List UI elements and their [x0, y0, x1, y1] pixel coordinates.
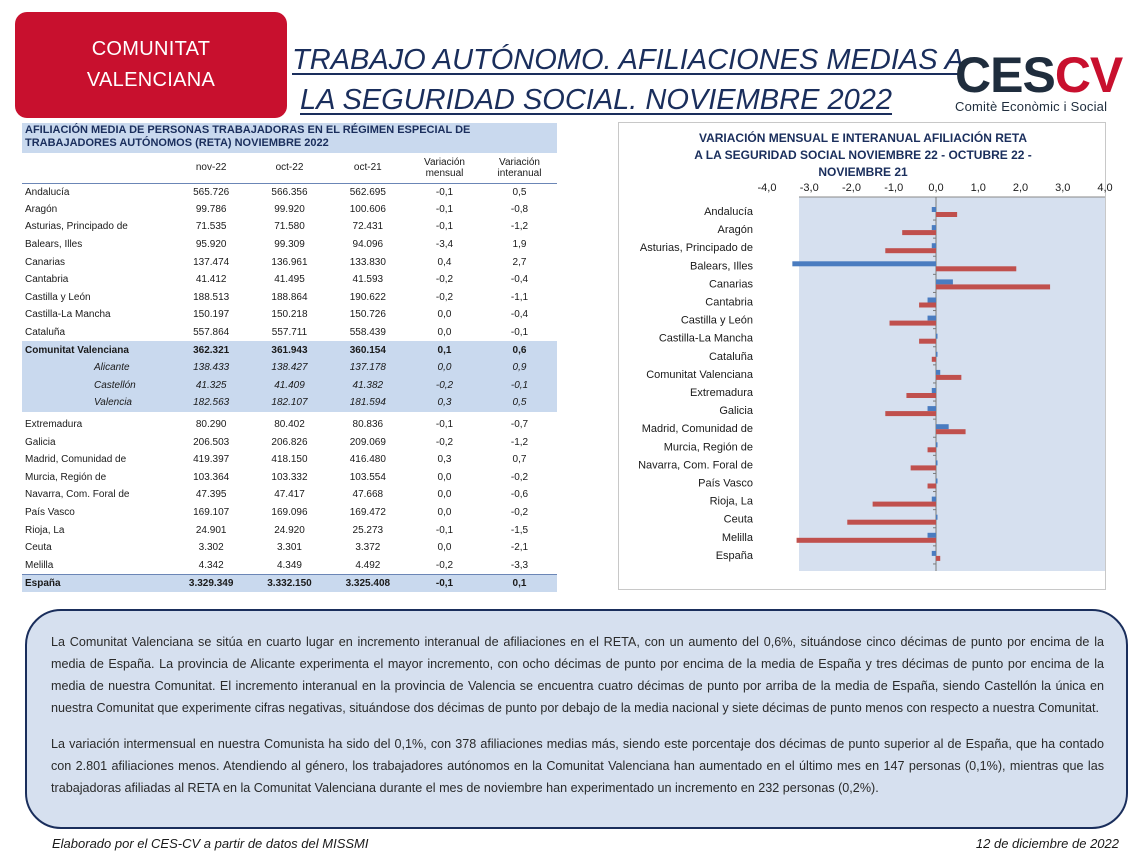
- cell-region-name: Navarra, Com. Foral de: [25, 489, 130, 501]
- chart-category-label: Extremadura: [690, 387, 753, 399]
- table-row-province: [22, 394, 557, 412]
- cell-value: -0,2: [435, 559, 454, 571]
- reta-table: [22, 153, 557, 592]
- cell-value: 41.593: [352, 274, 384, 286]
- logo-text-main: CES: [955, 47, 1055, 103]
- cell-value: 99.786: [195, 203, 227, 215]
- cell-value: 137.474: [193, 256, 230, 268]
- chart-category-label: Melilla: [721, 531, 753, 544]
- cell-value: 47.668: [352, 489, 384, 501]
- chart-bar-mensual: [936, 479, 938, 484]
- cell-region-name: Castilla y León: [25, 291, 91, 303]
- page-title-line-2: LA SEGURIDAD SOCIAL. NOVIEMBRE 2022: [300, 84, 893, 116]
- chart-title-line: VARIACIÓN MENSUAL E INTERANUAL AFILIACIÓN RETA: [698, 131, 1028, 145]
- cell-region-name: Castilla-La Mancha: [25, 309, 111, 321]
- cell-value: 136.961: [271, 256, 308, 268]
- cell-value: -0,2: [510, 506, 529, 518]
- header-cell-oct22: oct-22: [275, 162, 304, 174]
- cell-value: -0,6: [510, 489, 529, 501]
- cell-value: 0,3: [407, 394, 482, 412]
- header-cell-region: [22, 153, 172, 183]
- chart-title-line: A LA SEGURIDAD SOCIAL NOVIEMBRE 22 - OCTUBRE 22 -: [694, 148, 1032, 162]
- cell-value: 190.622: [349, 291, 386, 303]
- cell-value: 133.830: [349, 256, 386, 268]
- chart-category-label: Rioja, La: [709, 495, 753, 508]
- cell-region-name: Galicia: [25, 436, 56, 448]
- cell-value: 99.309: [274, 239, 305, 251]
- chart-category-label: Balears, Illes: [690, 260, 753, 273]
- cell-value: 181.594: [329, 394, 407, 412]
- chart-bar-interanual: [936, 266, 1016, 271]
- cell-value: 71.580: [274, 221, 305, 233]
- chart-bar-mensual: [936, 279, 953, 284]
- chart-bar-mensual: [936, 424, 949, 429]
- cell-value: -0,2: [407, 377, 482, 395]
- chart-bar-interanual: [932, 357, 936, 362]
- cell-value: 3.329.349: [172, 574, 250, 592]
- cell-value: -3,3: [510, 559, 529, 571]
- cell-value: -0,1: [435, 419, 454, 431]
- table-row-comunitat-valenciana: [22, 341, 557, 359]
- cell-value: 0,0: [437, 542, 452, 554]
- chart-bar-mensual: [932, 551, 936, 556]
- cell-value: -1,2: [510, 436, 529, 448]
- cell-region-name: País Vasco: [25, 506, 75, 518]
- cell-value: -0,1: [407, 574, 482, 592]
- logo-subtitle: Comitè Econòmic i Social: [955, 99, 1108, 114]
- cell-value: 71.535: [195, 221, 227, 233]
- cell-value: -0,1: [435, 221, 454, 233]
- cell-value: 150.726: [349, 309, 386, 321]
- table-row: [22, 253, 557, 271]
- chart-category-label: Navarra, Com. Foral de: [638, 459, 753, 472]
- cell-value: 169.096: [271, 506, 308, 518]
- cell-value: 0,5: [482, 394, 557, 412]
- chart-bar-interanual: [885, 411, 936, 416]
- chart-bar-mensual: [792, 261, 936, 266]
- cell-value: 416.480: [349, 454, 386, 466]
- chart-bar-mensual: [936, 370, 940, 375]
- chart-bar-interanual: [936, 284, 1050, 289]
- chart-category-label: Galicia: [719, 405, 753, 418]
- cell-value: 1,9: [512, 239, 527, 251]
- cell-value: -0,7: [510, 419, 529, 431]
- cell-value: 188.864: [271, 291, 308, 303]
- chart-bar-interanual: [936, 429, 966, 434]
- cell-value: 2,7: [512, 256, 527, 268]
- cell-value: -0,2: [435, 274, 454, 286]
- cell-value: 3.372: [355, 542, 381, 554]
- chart-category-label: Cantabria: [705, 296, 753, 309]
- chart-category-label: Aragón: [717, 224, 753, 237]
- chart-category-label: Ceuta: [723, 513, 753, 526]
- chart-bar-interanual: [919, 303, 936, 308]
- cell-value: 3.301: [276, 542, 302, 554]
- chart-bar-mensual: [932, 207, 936, 212]
- chart-x-tick-label: 4,0: [1097, 182, 1113, 194]
- cell-value: 182.563: [172, 394, 250, 412]
- footer-source: Elaborado por el CES-CV a partir de datos del MISSMI: [52, 836, 369, 851]
- cell-value: 418.150: [271, 454, 308, 466]
- chart-bar-mensual: [936, 352, 938, 357]
- chart-x-tick-label: -4,0: [757, 182, 777, 194]
- chart-bar-mensual: [936, 442, 938, 447]
- page-title: [292, 40, 964, 120]
- chart-bar-interanual: [928, 484, 936, 489]
- cell-value: 137.178: [329, 359, 407, 377]
- table-header-row: [22, 153, 557, 183]
- summary-paragraph-2: La variación intermensual en nuestra Comunista ha sido del 0,1%, con 378 afiliaciones medias más, siendo este porcentaje dos décimas de punto superior al de España, que ha contado con 2.801 afiliaciones menos. Atendiendo al género, los trabajadores autónomos en la Comunitat Valenciana han aumentado en el último mes en 147 personas (0,1%), mientras que las trabajadoras afiliadas al RETA en la Comunitat Valenciana durante el mes de noviembre han experimentado un incremento en 232 personas (0,2%).: [51, 737, 1104, 795]
- cell-value: 103.554: [349, 471, 386, 483]
- chart-bar-interanual: [797, 538, 936, 543]
- cell-value: 0,0: [407, 359, 482, 377]
- cell-value: 206.503: [193, 436, 230, 448]
- cell-value: 0,0: [437, 506, 452, 518]
- cell-region-name: Rioja, La: [25, 524, 65, 536]
- cell-value: -0,4: [510, 274, 529, 286]
- table-row: [22, 539, 557, 557]
- cell-value: 0,0: [437, 327, 452, 339]
- cell-value: 41.325: [172, 377, 250, 395]
- region-line-1: COMUNITAT: [91, 38, 211, 60]
- cell-value: 47.395: [195, 489, 227, 501]
- chart-bar-interanual: [906, 393, 936, 398]
- cell-value: -0,1: [435, 524, 454, 536]
- chart-x-tick-label: 3,0: [1055, 182, 1071, 194]
- cell-value: 138.427: [250, 359, 328, 377]
- chart-category-label: Canarias: [708, 278, 753, 291]
- cell-region-name: Murcia, Región de: [25, 471, 107, 483]
- cell-value: 557.711: [271, 327, 308, 339]
- chart-bar-interanual: [936, 375, 961, 380]
- chart-plot-area: [799, 197, 1105, 571]
- chart-bar-mensual: [928, 533, 936, 538]
- cell-region-name: Balears, Illes: [25, 239, 83, 251]
- footer-date: 12 de diciembre de 2022: [975, 836, 1119, 851]
- table-row: [22, 469, 557, 487]
- table-row: [22, 218, 557, 236]
- variation-chart-svg: [619, 123, 1113, 591]
- cell-value: 360.154: [329, 341, 407, 359]
- cell-region-name: España: [22, 574, 172, 592]
- cell-value: -0,8: [510, 203, 529, 215]
- page-title-line-1: TRABAJO AUTÓNOMO. AFILIACIONES MEDIAS A: [292, 44, 964, 76]
- cell-value: 558.439: [349, 327, 386, 339]
- cell-value: 0,6: [482, 341, 557, 359]
- chart-category-label: Madrid, Comunidad de: [641, 423, 753, 436]
- cell-region-name: Cantabria: [25, 274, 69, 286]
- chart-category-label: Cataluña: [708, 350, 753, 363]
- cell-value: 95.920: [195, 239, 227, 251]
- cell-value: 3.302: [198, 542, 224, 554]
- chart-x-tick-label: -2,0: [842, 182, 861, 194]
- cell-region-name: Andalucía: [25, 186, 70, 198]
- header-cell-oct21: oct-21: [353, 162, 382, 174]
- cell-value: 80.402: [274, 419, 305, 431]
- chart-category-label: Comunitat Valenciana: [646, 368, 753, 381]
- ces-cv-logo: [955, 47, 1123, 114]
- header-cell-nov22: nov-22: [195, 162, 227, 174]
- cell-value: 4.342: [198, 559, 224, 571]
- table-row: [22, 289, 557, 307]
- region-line-2: VALENCIANA: [86, 69, 216, 91]
- chart-category-label: España: [715, 549, 753, 562]
- cell-value: -0,1: [435, 186, 454, 198]
- cell-value: 209.069: [349, 436, 386, 448]
- cell-value: -3,4: [435, 239, 454, 251]
- table-row-province: [22, 359, 557, 377]
- cell-value: 0,9: [482, 359, 557, 377]
- variation-chart: [618, 122, 1113, 590]
- chart-category-label: Castilla y León: [680, 314, 753, 327]
- cell-value: 150.197: [193, 309, 230, 321]
- cell-value: -1,5: [510, 524, 529, 536]
- chart-bar-interanual: [928, 447, 936, 452]
- chart-bar-interanual: [873, 502, 936, 507]
- reta-table-panel: [22, 123, 557, 592]
- summary-paragraph-1: La Comunitat Valenciana se sitúa en cuarto lugar en incremento interanual de afiliaciones en el RETA, con un aumento del 0,6%, situándose cinco décimas de punto por encima de la media de España. La provincia de Alicante experimenta el mayor incremento, con ocho décimas de punto por encima de la media de España y tres décimas de punto por encima de la media de nuestra Comunitat. El incremento interanual en la provincia de Valencia se encuentra cuatro décimas de punto por arriba de la media de España, siendo Castellón la única en nuestra Comunitat que experimente cifras negativas, situándose dos décimas de punto por debajo de la media nacional y siete décimas de punto menos con respecto a nuestra Comunitat.: [51, 635, 1104, 715]
- cell-value: -0,2: [435, 291, 454, 303]
- cell-value: 562.695: [349, 186, 386, 198]
- cell-value: -1,1: [510, 291, 529, 303]
- table-row: [22, 451, 557, 469]
- chart-x-tick-label: -1,0: [884, 182, 904, 194]
- chart-bar-mensual: [936, 334, 938, 339]
- cell-value: 25.273: [352, 524, 384, 536]
- table-row: [22, 324, 557, 342]
- cell-value: 0,4: [437, 256, 452, 268]
- chart-bar-interanual: [890, 321, 936, 326]
- cell-value: 41.412: [195, 274, 227, 286]
- cell-value: 169.472: [349, 506, 386, 518]
- cell-value: 41.495: [274, 274, 305, 286]
- cell-value: 565.726: [193, 186, 230, 198]
- summary-box: [25, 609, 1128, 829]
- cell-value: 150.218: [271, 309, 308, 321]
- cell-value: 41.409: [250, 377, 328, 395]
- cell-region-name: Canarias: [25, 256, 66, 268]
- cell-region-name: Valencia: [22, 394, 172, 412]
- table-row: [22, 521, 557, 539]
- header-cell-var-interanual: Variación interanual: [497, 156, 542, 179]
- cell-value: 138.433: [172, 359, 250, 377]
- region-badge: [15, 12, 287, 118]
- chart-bar-mensual: [932, 225, 936, 230]
- cell-value: 419.397: [193, 454, 230, 466]
- table-row: [22, 433, 557, 451]
- cell-region-name: Alicante: [22, 359, 172, 377]
- chart-bar-interanual: [885, 248, 936, 253]
- table-row: [22, 201, 557, 219]
- cell-region-name: Melilla: [25, 559, 54, 571]
- cell-value: 0,3: [437, 454, 452, 466]
- cell-value: 100.606: [349, 203, 386, 215]
- cell-value: 4.349: [276, 559, 302, 571]
- chart-bar-mensual: [932, 243, 936, 248]
- cell-value: 103.332: [271, 471, 308, 483]
- chart-bar-mensual: [932, 388, 936, 393]
- chart-x-tick-label: 2,0: [1012, 182, 1029, 194]
- cell-value: 0,5: [512, 186, 527, 198]
- cell-value: -0,2: [435, 436, 454, 448]
- cell-value: 361.943: [250, 341, 328, 359]
- cell-value: 47.417: [274, 489, 305, 501]
- cell-region-name: Extremadura: [25, 419, 83, 431]
- cell-value: -0,1: [435, 203, 454, 215]
- chart-category-label: Castilla-La Mancha: [658, 332, 753, 345]
- cell-value: 99.920: [274, 203, 305, 215]
- cell-region-name: Castellón: [22, 377, 172, 395]
- chart-x-tick-label: 1,0: [970, 182, 986, 194]
- chart-x-tick-label: 0,0: [928, 182, 944, 194]
- table-row-total: [22, 574, 557, 592]
- cell-value: 3.332.150: [250, 574, 328, 592]
- cell-value: 0,0: [437, 471, 452, 483]
- chart-bar-interanual: [919, 339, 936, 344]
- cell-value: 0,7: [512, 454, 527, 466]
- table-title: AFILIACIÓN MEDIA DE PERSONAS TRABAJADORAS EN EL RÉGIMEN ESPECIAL DE TRABAJADORES AUTÓNOMOS (RETA) NOVIEMBRE 2022: [22, 123, 557, 153]
- cell-value: 94.096: [352, 239, 384, 251]
- table-row: [22, 183, 557, 201]
- cell-value: 80.290: [195, 419, 227, 431]
- cell-value: 0,0: [437, 489, 452, 501]
- cell-value: 169.107: [193, 506, 230, 518]
- chart-bar-mensual: [928, 298, 936, 303]
- chart-bar-interanual: [911, 465, 936, 470]
- chart-bar-interanual: [936, 556, 940, 561]
- chart-bar-interanual: [936, 212, 957, 217]
- cell-value: 188.513: [193, 291, 230, 303]
- cell-value: -0,1: [510, 327, 529, 339]
- chart-bar-mensual: [932, 497, 936, 502]
- table-row: [22, 236, 557, 254]
- cell-value: 362.321: [172, 341, 250, 359]
- cell-value: 182.107: [250, 394, 328, 412]
- cell-value: 103.364: [193, 471, 230, 483]
- cell-region-name: Aragón: [25, 203, 58, 215]
- cell-value: 80.836: [352, 419, 384, 431]
- cell-value: -2,1: [510, 542, 529, 554]
- cell-value: 557.864: [193, 327, 230, 339]
- chart-category-label: País Vasco: [698, 477, 753, 490]
- cell-value: 72.431: [352, 221, 384, 233]
- cell-value: 0,1: [407, 341, 482, 359]
- cell-region-name: Cataluña: [25, 327, 66, 339]
- cell-region-name: Ceuta: [25, 542, 52, 554]
- chart-bar-interanual: [902, 230, 936, 235]
- chart-bar-interanual: [847, 520, 936, 525]
- cell-value: -0,2: [510, 471, 529, 483]
- chart-category-label: Andalucía: [704, 206, 753, 218]
- chart-category-label: Murcia, Región de: [663, 441, 753, 454]
- chart-bar-mensual: [936, 515, 938, 520]
- table-row: [22, 556, 557, 574]
- cell-region-name: Comunitat Valenciana: [22, 341, 172, 359]
- table-row: [22, 271, 557, 289]
- cell-value: 0,0: [437, 309, 452, 321]
- cell-region-name: Madrid, Comunidad de: [25, 454, 127, 466]
- chart-x-tick-label: -3,0: [799, 182, 819, 194]
- table-row: [22, 306, 557, 324]
- logo-text-accent: CV: [1054, 47, 1123, 103]
- cell-value: -1,2: [510, 221, 529, 233]
- cell-value: 566.356: [271, 186, 308, 198]
- chart-bar-mensual: [928, 406, 936, 411]
- chart-category-label: Asturias, Principado de: [639, 242, 753, 255]
- cell-region-name: Asturias, Principado de: [25, 221, 128, 233]
- cell-value: 206.826: [271, 436, 308, 448]
- table-row: [22, 416, 557, 434]
- chart-bar-mensual: [928, 316, 936, 321]
- table-row-province: [22, 377, 557, 395]
- chart-title-line: NOVIEMBRE 21: [818, 165, 908, 179]
- table-row: [22, 486, 557, 504]
- cell-value: 4.492: [355, 559, 381, 571]
- chart-bar-mensual: [936, 460, 938, 465]
- header-cell-var-mensual: Variación mensual: [424, 156, 465, 179]
- cell-value: 0,1: [482, 574, 557, 592]
- cell-value: 24.920: [274, 524, 305, 536]
- cell-value: -0,4: [510, 309, 529, 321]
- table-row: [22, 504, 557, 522]
- cell-value: 41.382: [329, 377, 407, 395]
- cell-value: 3.325.408: [329, 574, 407, 592]
- cell-value: 24.901: [195, 524, 227, 536]
- cell-value: -0,1: [482, 377, 557, 395]
